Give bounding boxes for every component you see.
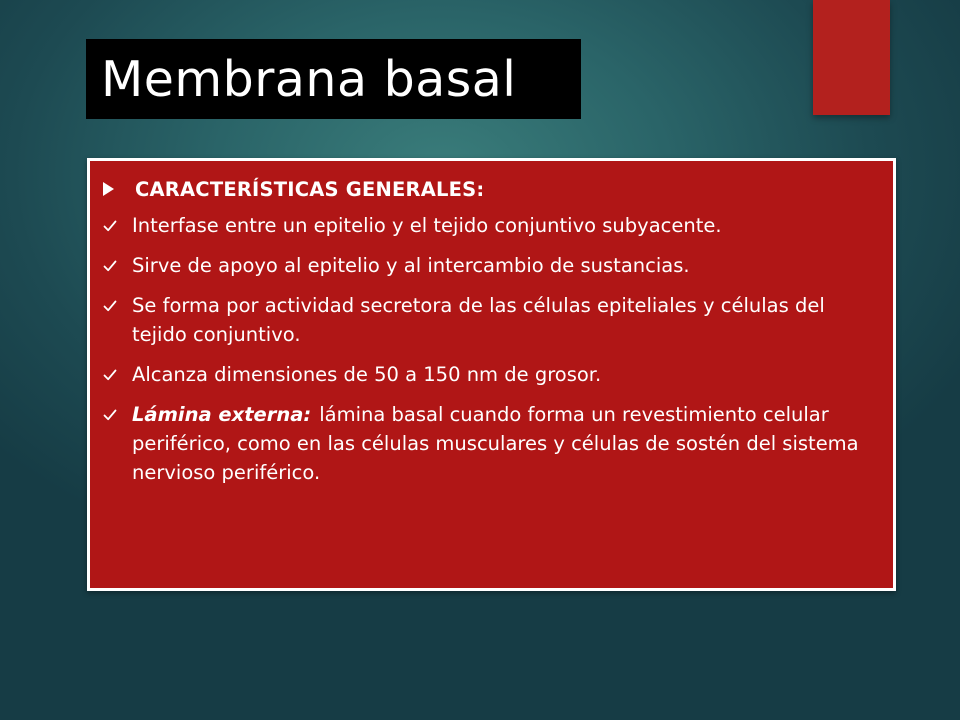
bullet-text: Se forma por actividad secretora de las células epiteliales y células del tejido conjuntivo. bbox=[132, 294, 825, 346]
check-icon bbox=[103, 368, 117, 382]
bullet-text: Sirve de apoyo al epitelio y al intercambio de sustancias. bbox=[132, 254, 690, 277]
check-icon bbox=[103, 408, 117, 422]
accent-bar bbox=[813, 0, 890, 115]
bullet-item bbox=[103, 291, 873, 349]
bullet-list bbox=[103, 211, 873, 487]
check-icon bbox=[103, 299, 117, 313]
check-icon bbox=[103, 219, 117, 233]
heading-row bbox=[103, 173, 873, 205]
term-definition: lámina basal cuando forma un revestimiento celular periférico, como en las células musculares y células de sostén del sistema nervioso periférico. bbox=[132, 403, 859, 484]
check-icon bbox=[103, 259, 117, 273]
bullet-text: Interfase entre un epitelio y el tejido conjuntivo subyacente. bbox=[132, 214, 722, 237]
bullet-item bbox=[103, 400, 873, 487]
bullet-item bbox=[103, 360, 873, 389]
section-heading: CARACTERÍSTICAS GENERALES: bbox=[135, 177, 485, 201]
term-label: Lámina externa: bbox=[132, 403, 312, 426]
bullet-text: Alcanza dimensiones de 50 a 150 nm de grosor. bbox=[132, 363, 602, 386]
slide-title: Membrana basal bbox=[101, 50, 517, 108]
arrow-right-icon bbox=[103, 182, 114, 196]
bullet-item bbox=[103, 211, 873, 240]
bullet-text bbox=[132, 400, 873, 487]
bullet-item bbox=[103, 251, 873, 280]
content-box bbox=[87, 158, 896, 591]
title-box bbox=[86, 39, 581, 119]
